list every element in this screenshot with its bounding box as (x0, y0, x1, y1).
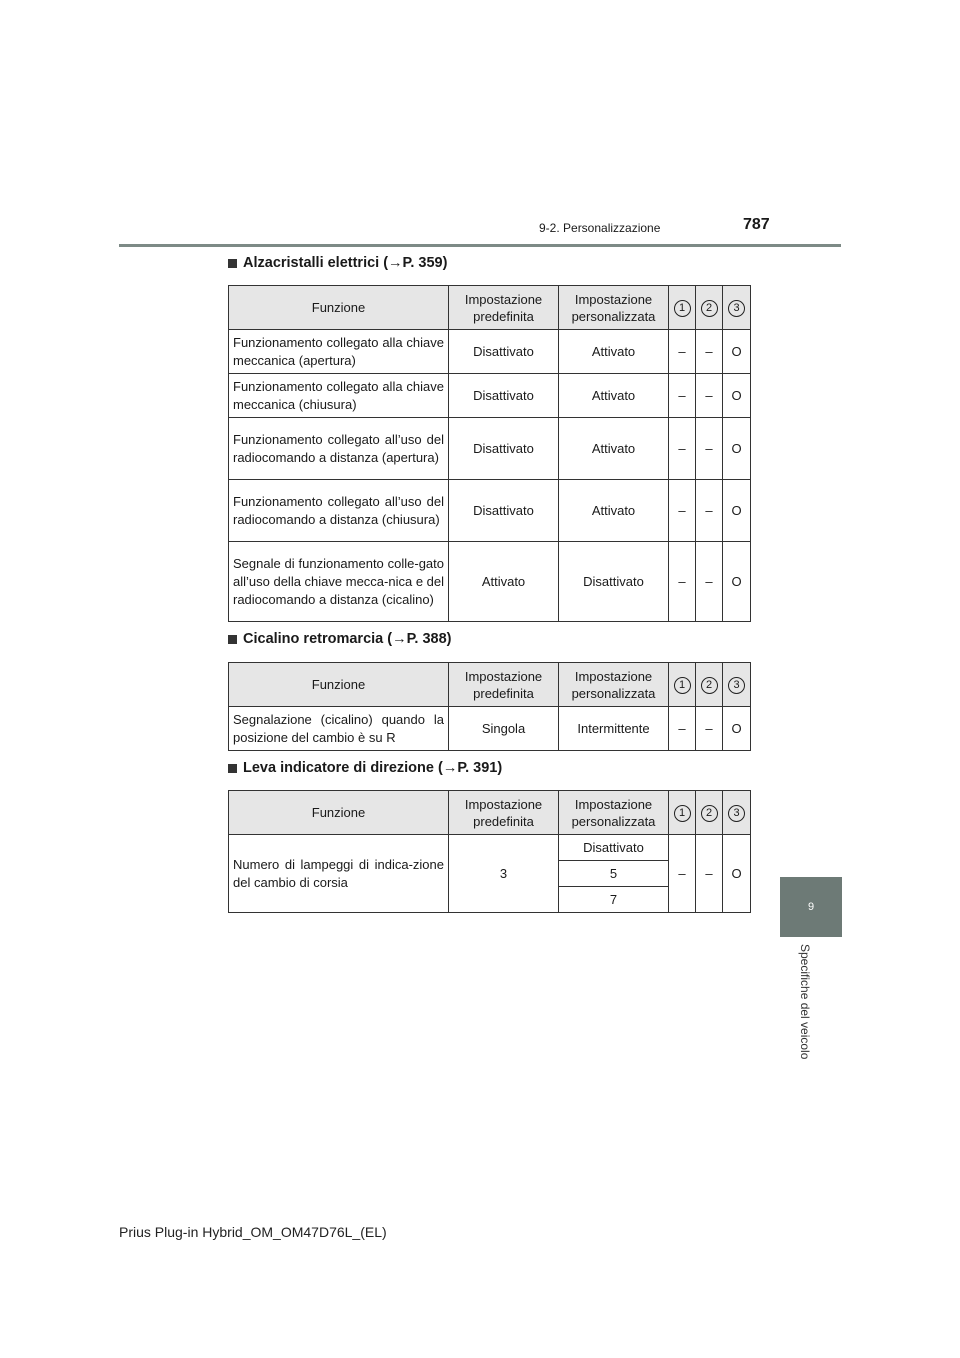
header-col-2 (696, 663, 723, 707)
cell-c3: O (723, 707, 751, 751)
cell-personalizzata: Attivato (559, 480, 669, 542)
header-col-2 (696, 791, 723, 835)
header-col-1 (669, 663, 696, 707)
cell-predefinita: Singola (449, 707, 559, 751)
cell-c3: O (723, 480, 751, 542)
cell-c2: – (696, 374, 723, 418)
header-personalizzata: Impostazione personalizzata (559, 286, 669, 330)
cell-c3: O (723, 374, 751, 418)
square-bullet-icon (228, 635, 237, 644)
header-predefinita: Impostazione predefinita (449, 663, 559, 707)
cell-funzione: Segnalazione (cicalino) quando la posizione del cambio è su R (229, 707, 449, 751)
section-heading-cicalino (228, 631, 451, 647)
cell-predefinita: Disattivato (449, 374, 559, 418)
section-heading-alzacristalli (228, 255, 447, 271)
circled-3-icon: 3 (728, 805, 745, 822)
cell-c2: – (696, 480, 723, 542)
cell-predefinita: Disattivato (449, 330, 559, 374)
cell-predefinita: Attivato (449, 542, 559, 622)
cell-c2: – (696, 418, 723, 480)
cell-personalizzata: Attivato (559, 374, 669, 418)
table-alzacristalli (228, 285, 751, 622)
table-row (229, 330, 751, 374)
cell-c1: – (669, 542, 696, 622)
section-heading-text: Leva indicatore di direzione (→P. 391) (243, 760, 503, 776)
header-col-3 (723, 663, 751, 707)
cell-funzione: Segnale di funzionamento colle-gato all’uso della chiave mecca-nica e del radiocomando a distanza (cicalino) (229, 542, 449, 622)
table-row (229, 835, 751, 861)
table-cicalino (228, 662, 751, 751)
cell-personalizzata: Intermittente (559, 707, 669, 751)
chapter-tab-number: 9 (807, 901, 815, 913)
cell-c1: – (669, 374, 696, 418)
running-header-section: 9-2. Personalizzazione (539, 221, 661, 235)
header-predefinita: Impostazione predefinita (449, 791, 559, 835)
square-bullet-icon (228, 259, 237, 268)
cell-c1: – (669, 418, 696, 480)
cell-c1: – (669, 480, 696, 542)
cell-c3: O (723, 418, 751, 480)
header-personalizzata: Impostazione personalizzata (559, 791, 669, 835)
table-header-row (229, 663, 751, 707)
cell-c2: – (696, 707, 723, 751)
table-row (229, 480, 751, 542)
cell-funzione: Funzionamento collegato all’uso del radiocomando a distanza (apertura) (229, 418, 449, 480)
header-predefinita: Impostazione predefinita (449, 286, 559, 330)
cell-personalizzata-option: 5 (559, 861, 669, 887)
circled-2-icon: 2 (701, 805, 718, 822)
header-col-1 (669, 791, 696, 835)
cell-predefinita: Disattivato (449, 418, 559, 480)
table-row (229, 542, 751, 622)
cell-personalizzata: Disattivato (559, 542, 669, 622)
cell-funzione: Numero di lampeggi di indica-zione del cambio di corsia (229, 835, 449, 913)
header-funzione: Funzione (229, 791, 449, 835)
table-header-row (229, 791, 751, 835)
cell-personalizzata: Attivato (559, 330, 669, 374)
circled-1-icon: 1 (674, 805, 691, 822)
circled-2-icon: 2 (701, 300, 718, 317)
cell-c3: O (723, 835, 751, 913)
cell-c1: – (669, 835, 696, 913)
section-heading-leva (228, 760, 502, 776)
cell-personalizzata-option: 7 (559, 887, 669, 913)
circled-2-icon: 2 (701, 677, 718, 694)
cell-predefinita: 3 (449, 835, 559, 913)
circled-1-icon: 1 (674, 300, 691, 317)
table-row (229, 374, 751, 418)
page-number: 787 (743, 216, 770, 233)
cell-c3: O (723, 542, 751, 622)
cell-personalizzata: Attivato (559, 418, 669, 480)
header-col-2 (696, 286, 723, 330)
header-col-1 (669, 286, 696, 330)
header-col-3 (723, 286, 751, 330)
header-funzione: Funzione (229, 286, 449, 330)
cell-c2: – (696, 835, 723, 913)
header-personalizzata: Impostazione personalizzata (559, 663, 669, 707)
cell-c2: – (696, 330, 723, 374)
table-header-row (229, 286, 751, 330)
cell-funzione: Funzionamento collegato all’uso del radiocomando a distanza (chiusura) (229, 480, 449, 542)
cell-predefinita: Disattivato (449, 480, 559, 542)
header-funzione: Funzione (229, 663, 449, 707)
square-bullet-icon (228, 764, 237, 773)
header-col-3 (723, 791, 751, 835)
table-leva (228, 790, 751, 913)
cell-c2: – (696, 542, 723, 622)
circled-1-icon: 1 (674, 677, 691, 694)
cell-c3: O (723, 330, 751, 374)
table-row (229, 707, 751, 751)
chapter-tab-label: Specifiche del veicolo (798, 944, 812, 1060)
section-heading-text: Alzacristalli elettrici (→P. 359) (243, 255, 448, 271)
cell-funzione: Funzionamento collegato alla chiave meccanica (chiusura) (229, 374, 449, 418)
circled-3-icon: 3 (728, 300, 745, 317)
cell-c1: – (669, 330, 696, 374)
header-rule (119, 244, 841, 247)
cell-funzione: Funzionamento collegato alla chiave meccanica (apertura) (229, 330, 449, 374)
circled-3-icon: 3 (728, 677, 745, 694)
footer-document-code: Prius Plug-in Hybrid_OM_OM47D76L_(EL) (119, 1224, 387, 1240)
cell-personalizzata-option: Disattivato (559, 835, 669, 861)
cell-c1: – (669, 707, 696, 751)
section-heading-text: Cicalino retromarcia (→P. 388) (243, 631, 452, 647)
table-row (229, 418, 751, 480)
